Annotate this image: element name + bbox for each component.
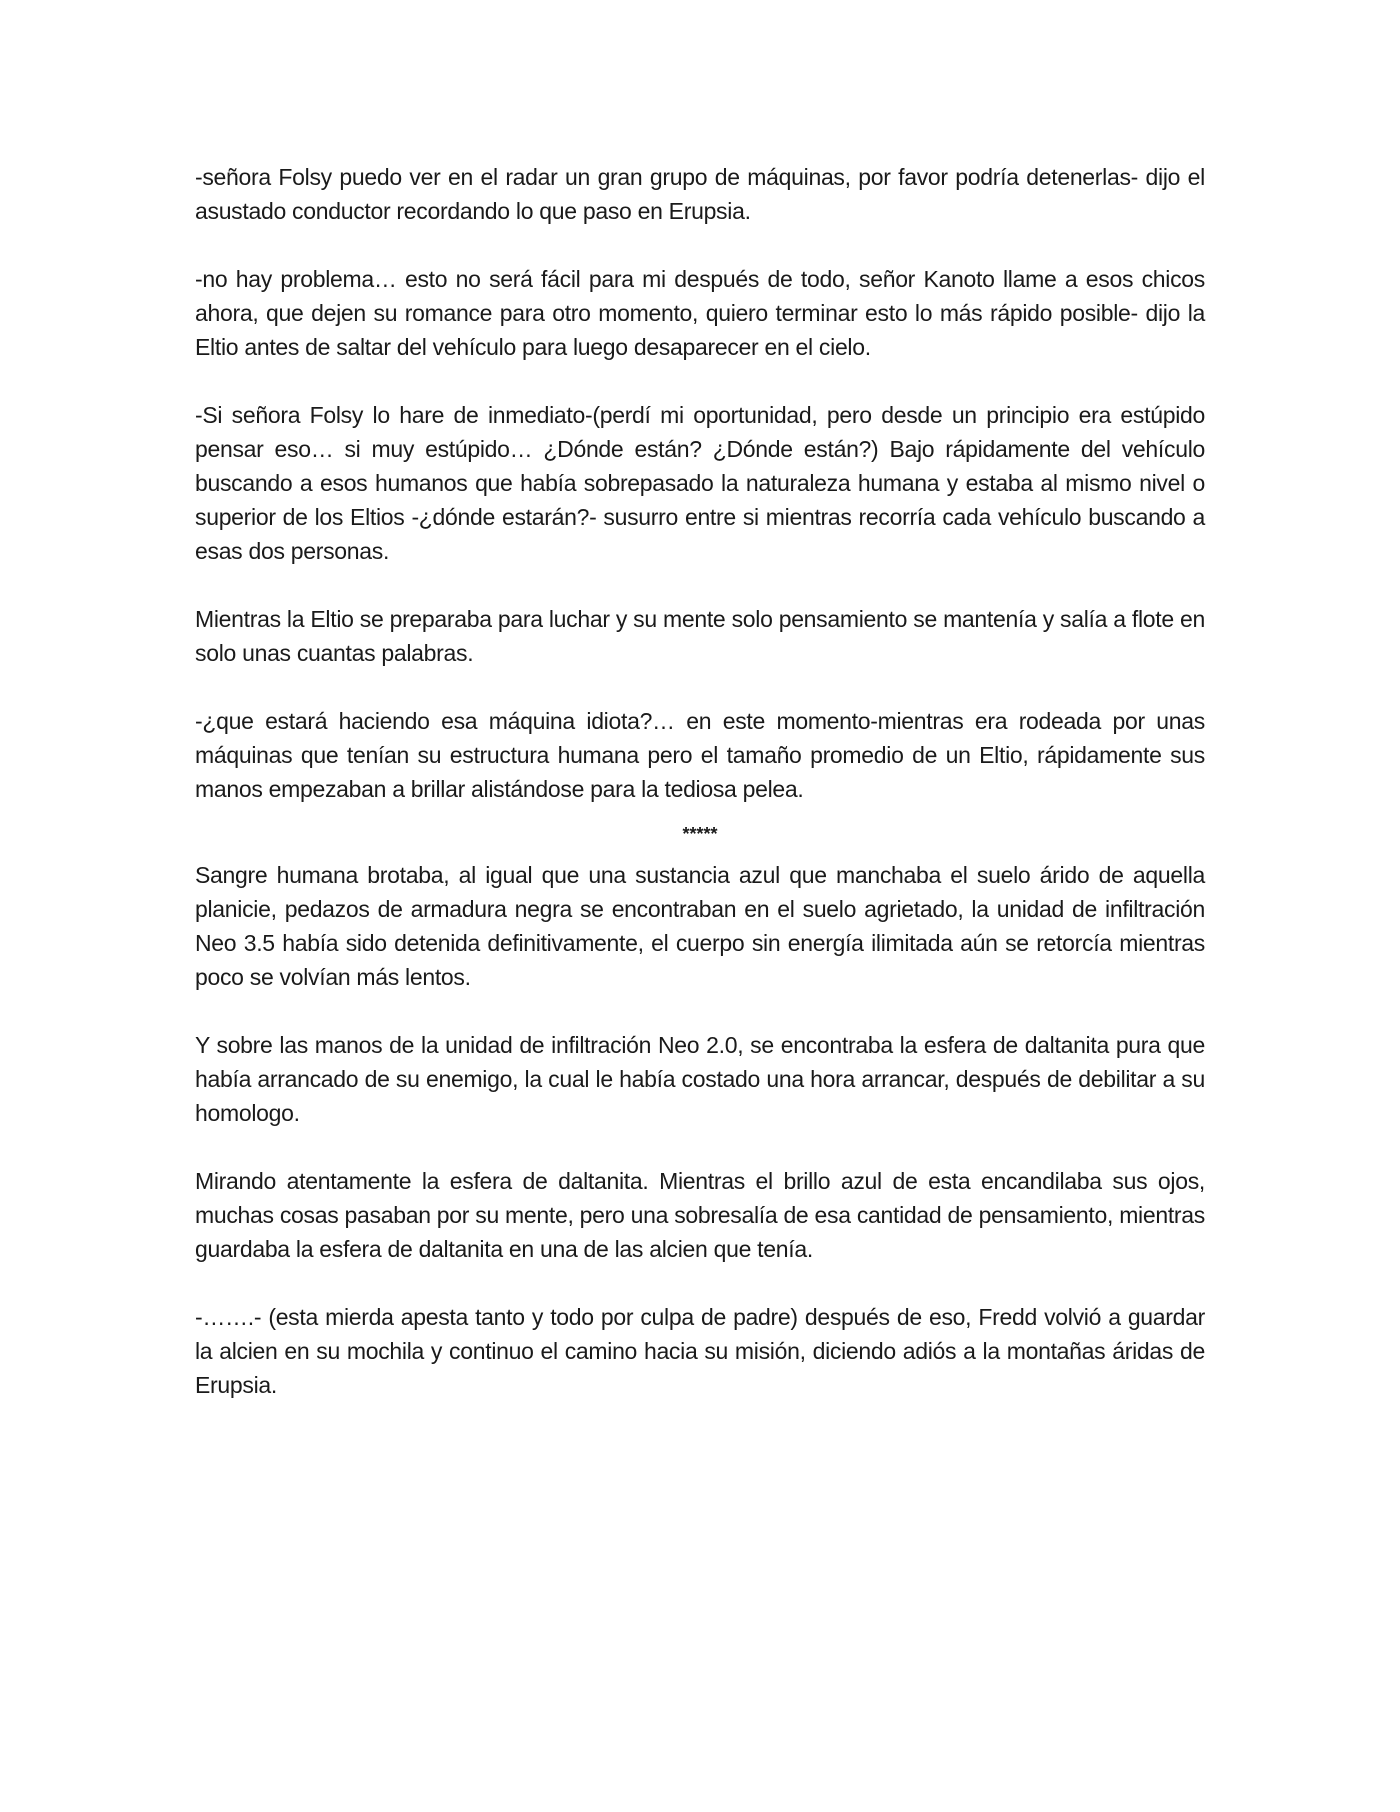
paragraph: -…….- (esta mierda apesta tanto y todo por culpa de padre) después de eso, Fredd volvió a guardar la alcien en su mochila y continuo el camino hacia su misión, diciendo adiós a la montañas áridas de Erupsia. — [195, 1304, 1205, 1398]
paragraph: Sangre humana brotaba, al igual que una sustancia azul que manchaba el suelo árido de aquella planicie, pedazos de armadura negra se encontraban en el suelo agrietado, la unidad de infiltración Neo 3.5 había sido detenida definitivamente, el cuerpo sin energía ilimitada aún se retorcía mientras poco se volvían más lentos. — [195, 862, 1205, 990]
paragraph: -no hay problema… esto no será fácil para mi después de todo, señor Kanoto llame a esos chicos ahora, que dejen su romance para otro momento, quiero terminar esto lo más rápido posible- dijo la Eltio antes de saltar del vehículo para luego desaparecer en el cielo. — [195, 266, 1205, 360]
paragraph: -señora Folsy puedo ver en el radar un gran grupo de máquinas, por favor podría detenerlas- dijo el asustado conductor recordando lo que paso en Erupsia. — [195, 164, 1205, 224]
paragraph: -¿que estará haciendo esa máquina idiota?… en este momento-mientras era rodeada por unas máquinas que tenían su estructura humana pero el tamaño promedio de un Eltio, rápidamente sus manos empezaban a brillar alistándose para la tediosa pelea. — [195, 708, 1205, 802]
paragraph: -Si señora Folsy lo hare de inmediato-(perdí mi oportunidad, pero desde un principio era estúpido pensar eso… si muy estúpido… ¿Dónde están? ¿Dónde están?) Bajo rápidamente del vehículo buscando a esos humanos que había sobrepasado la naturaleza humana y estaba al mismo nivel o superior de los Eltios -¿dónde estarán?- susurro entre si mientras recorría cada vehículo buscando a esas dos personas. — [195, 402, 1205, 564]
document-body — [195, 160, 1205, 1402]
paragraph: Mientras la Eltio se preparaba para luchar y su mente solo pensamiento se mantenía y salía a flote en solo unas cuantas palabras. — [195, 606, 1205, 666]
paragraph: Mirando atentamente la esfera de daltanita. Mientras el brillo azul de esta encandilaba sus ojos, muchas cosas pasaban por su mente, pero una sobresalía de esa cantidad de pensamiento, mientras guardaba la esfera de daltanita en una de las alcien que tenía. — [195, 1168, 1205, 1262]
paragraph: Y sobre las manos de la unidad de infiltración Neo 2.0, se encontraba la esfera de daltanita pura que había arrancado de su enemigo, la cual le había costado una hora arrancar, después de debilitar a su homologo. — [195, 1032, 1205, 1126]
section-separator: ***** — [682, 824, 718, 844]
